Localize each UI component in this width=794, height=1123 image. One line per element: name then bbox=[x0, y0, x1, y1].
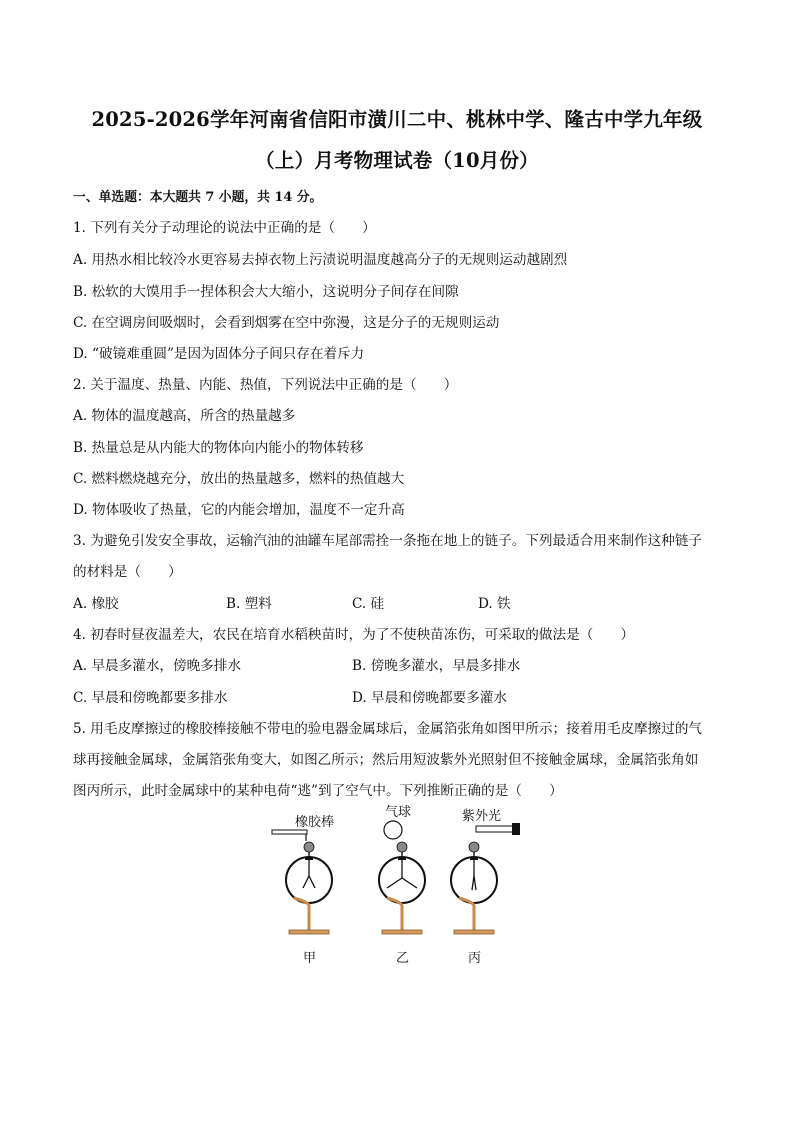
q4-option-c: C. 早晨和傍晚都要多排水 bbox=[73, 690, 228, 706]
q1-option-d: D. “破镜难重圆”是因为固体分子间只存在着斥力 bbox=[73, 346, 365, 362]
q4-option-d: D. 早晨和傍晚都要多灌水 bbox=[352, 690, 507, 706]
q2-option-a: A. 物体的温度越高，所含的热量越多 bbox=[73, 408, 296, 424]
q5-stem-line-2: 球再接触金属球，金属箔张角变大，如图乙所示；然后用短波紫外光照射但不接触金属球，金属箔张角如 bbox=[73, 752, 699, 768]
q1-stem: 1. 下列有关分子动理论的说法中正确的是（ ） bbox=[73, 220, 376, 236]
jar-cap-bing bbox=[470, 857, 478, 860]
q5-stem-line-3: 图丙所示，此时金属球中的某种电荷“逃”到了空气中。下列推断正确的是（ ） bbox=[73, 783, 563, 799]
q4-option-b: B. 傍晚多灌水，早晨多排水 bbox=[352, 658, 521, 674]
q2-option-c: C. 燃料燃烧越充分，放出的热量越多，燃料的热值越大 bbox=[73, 471, 405, 487]
q5-stem-line-1: 5. 用毛皮摩擦过的橡胶棒接触不带电的验电器金属球后，金属箔张角如图甲所示；接着用毛皮摩擦过的气 bbox=[73, 721, 703, 737]
section-heading: 一、单选题：本大题共 7 小题，共 14 分。 bbox=[73, 190, 323, 205]
stand-arm-bing bbox=[459, 898, 474, 930]
stand-base-jia bbox=[289, 930, 329, 934]
balloon-label: 气球 bbox=[385, 805, 412, 820]
q3-stem-line-1: 3. 为避免引发安全事故，运输汽油的油罐车尾部需拴一条拖在地上的链子。下列最适合用来制作这种链子 bbox=[73, 533, 703, 549]
electroscope-diagram bbox=[262, 802, 542, 972]
q1-option-a: A. 用热水相比较冷水更容易去掉衣物上污渍说明温度越高分子的无规则运动越剧烈 bbox=[73, 252, 568, 268]
stand-base-yi bbox=[382, 930, 422, 934]
uv-lamp-body bbox=[476, 826, 514, 832]
jar-cap-jia bbox=[305, 857, 313, 860]
stand-arm-yi bbox=[387, 898, 402, 930]
q2-stem: 2. 关于温度、热量、内能、热值，下列说法中正确的是（ ） bbox=[73, 377, 458, 393]
rubber-rod-label: 橡胶棒 bbox=[295, 815, 335, 830]
q3-option-b: B. 塑料 bbox=[226, 596, 272, 612]
rubber-rod-body bbox=[272, 830, 307, 834]
electroscope-jia bbox=[272, 814, 334, 966]
figure-label-yi: 乙 bbox=[396, 951, 410, 966]
q1-option-c: C. 在空调房间吸烟时，会看到烟雾在空中弥漫，这是分子的无规则运动 bbox=[73, 315, 500, 331]
uv-light-label: 紫外光 bbox=[462, 809, 502, 824]
exam-title-line-2: （上）月考物理试卷（10月份） bbox=[255, 149, 539, 172]
q3-option-a: A. 橡胶 bbox=[73, 596, 119, 612]
metal-ball-yi bbox=[397, 842, 407, 852]
q4-option-a: A. 早晨多灌水，傍晚多排水 bbox=[73, 658, 241, 674]
q1-option-b: B. 松软的大馍用手一捏体积会大大缩小，这说明分子间存在间隙 bbox=[73, 284, 459, 300]
electroscope-yi bbox=[379, 804, 425, 966]
q3-option-d: D. 铁 bbox=[478, 596, 511, 612]
metal-ball-bing bbox=[469, 842, 479, 852]
jar-cap-yi bbox=[398, 857, 406, 860]
electroscope-bing bbox=[451, 808, 520, 966]
electroscope-figure bbox=[262, 802, 542, 972]
stand-base-bing bbox=[454, 930, 494, 934]
q4-stem: 4. 初春时昼夜温差大，农民在培育水稻秧苗时，为了不使秧苗冻伤，可采取的做法是（ ） bbox=[73, 627, 635, 643]
q2-option-d: D. 物体吸收了热量，它的内能会增加，温度不一定升高 bbox=[73, 502, 405, 518]
metal-ball-jia bbox=[304, 842, 314, 852]
exam-title-line-1: 2025-2026学年河南省信阳市潢川二中、桃林中学、隆古中学九年级 bbox=[91, 108, 703, 131]
q2-option-b: B. 热量总是从内能大的物体向内能小的物体转移 bbox=[73, 440, 364, 456]
stand-arm-jia bbox=[294, 898, 309, 930]
q3-option-c: C. 硅 bbox=[352, 596, 385, 612]
figure-label-jia: 甲 bbox=[303, 951, 317, 966]
uv-lamp-head bbox=[512, 823, 520, 835]
figure-label-bing: 丙 bbox=[468, 951, 482, 966]
balloon bbox=[384, 821, 402, 839]
q3-stem-line-2: 的材料是（ ） bbox=[73, 564, 182, 580]
